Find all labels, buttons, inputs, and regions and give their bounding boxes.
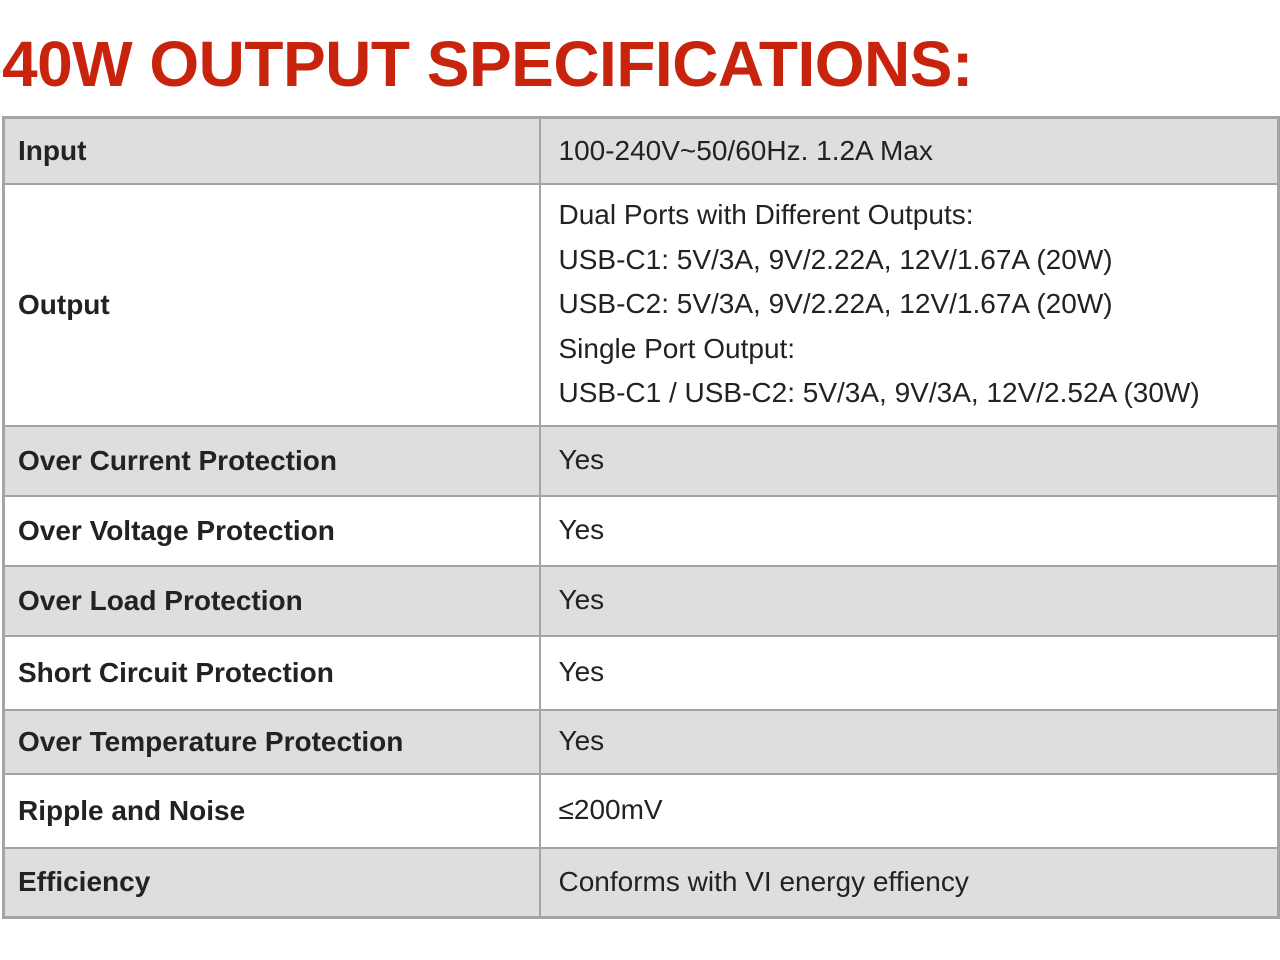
spec-label: Efficiency xyxy=(4,848,540,918)
spec-value-line: Yes xyxy=(558,444,605,476)
spec-value-line: Yes xyxy=(558,514,605,546)
spec-value-line: Dual Ports with Different Outputs: xyxy=(558,199,974,231)
spec-label: Over Current Protection xyxy=(4,426,540,496)
spec-label: Over Temperature Protection xyxy=(4,710,540,774)
spec-value-line: USB-C2: 5V/3A, 9V/2.22A, 12V/1.67A (20W) xyxy=(558,288,1113,320)
spec-row-ripple-noise xyxy=(4,774,1279,848)
page-title: 40W OUTPUT SPECIFICATIONS: xyxy=(2,28,973,100)
spec-row-short-circuit xyxy=(4,636,1279,710)
spec-row-over-voltage xyxy=(4,496,1279,566)
spec-value-line: Yes xyxy=(558,725,605,757)
spec-row-efficiency xyxy=(4,848,1279,918)
spec-row-output xyxy=(4,184,1279,426)
spec-value xyxy=(540,496,1279,566)
spec-value-line: 100-240V~50/60Hz. 1.2A Max xyxy=(558,134,933,166)
spec-value-line: USB-C1: 5V/3A, 9V/2.22A, 12V/1.67A (20W) xyxy=(558,243,1113,275)
spec-label: Short Circuit Protection xyxy=(4,636,540,710)
spec-value-line: ≤200mV xyxy=(558,794,663,826)
spec-value xyxy=(540,118,1279,184)
spec-row-over-load xyxy=(4,566,1279,636)
spec-value-line: Single Port Output: xyxy=(558,332,796,364)
spec-value xyxy=(540,774,1279,848)
spec-label: Ripple and Noise xyxy=(4,774,540,848)
spec-label: Over Load Protection xyxy=(4,566,540,636)
spec-row-input xyxy=(4,118,1279,184)
spec-value xyxy=(540,566,1279,636)
spec-value xyxy=(540,184,1279,426)
spec-value-line: Yes xyxy=(558,656,605,688)
spec-value xyxy=(540,636,1279,710)
spec-value-line: USB-C1 / USB-C2: 5V/3A, 9V/3A, 12V/2.52A (30W) xyxy=(558,377,1200,409)
spec-value-line: Conforms with VI energy effiency xyxy=(558,866,969,897)
spec-label: Over Voltage Protection xyxy=(4,496,540,566)
spec-row-over-current xyxy=(4,426,1279,496)
spec-label: Input xyxy=(4,118,540,184)
spec-value xyxy=(540,710,1279,774)
spec-table xyxy=(2,116,1280,919)
spec-row-over-temperature xyxy=(4,710,1279,774)
spec-value xyxy=(540,426,1279,496)
spec-value-line: Yes xyxy=(558,584,605,616)
spec-value xyxy=(540,848,1279,918)
spec-label: Output xyxy=(4,184,540,426)
